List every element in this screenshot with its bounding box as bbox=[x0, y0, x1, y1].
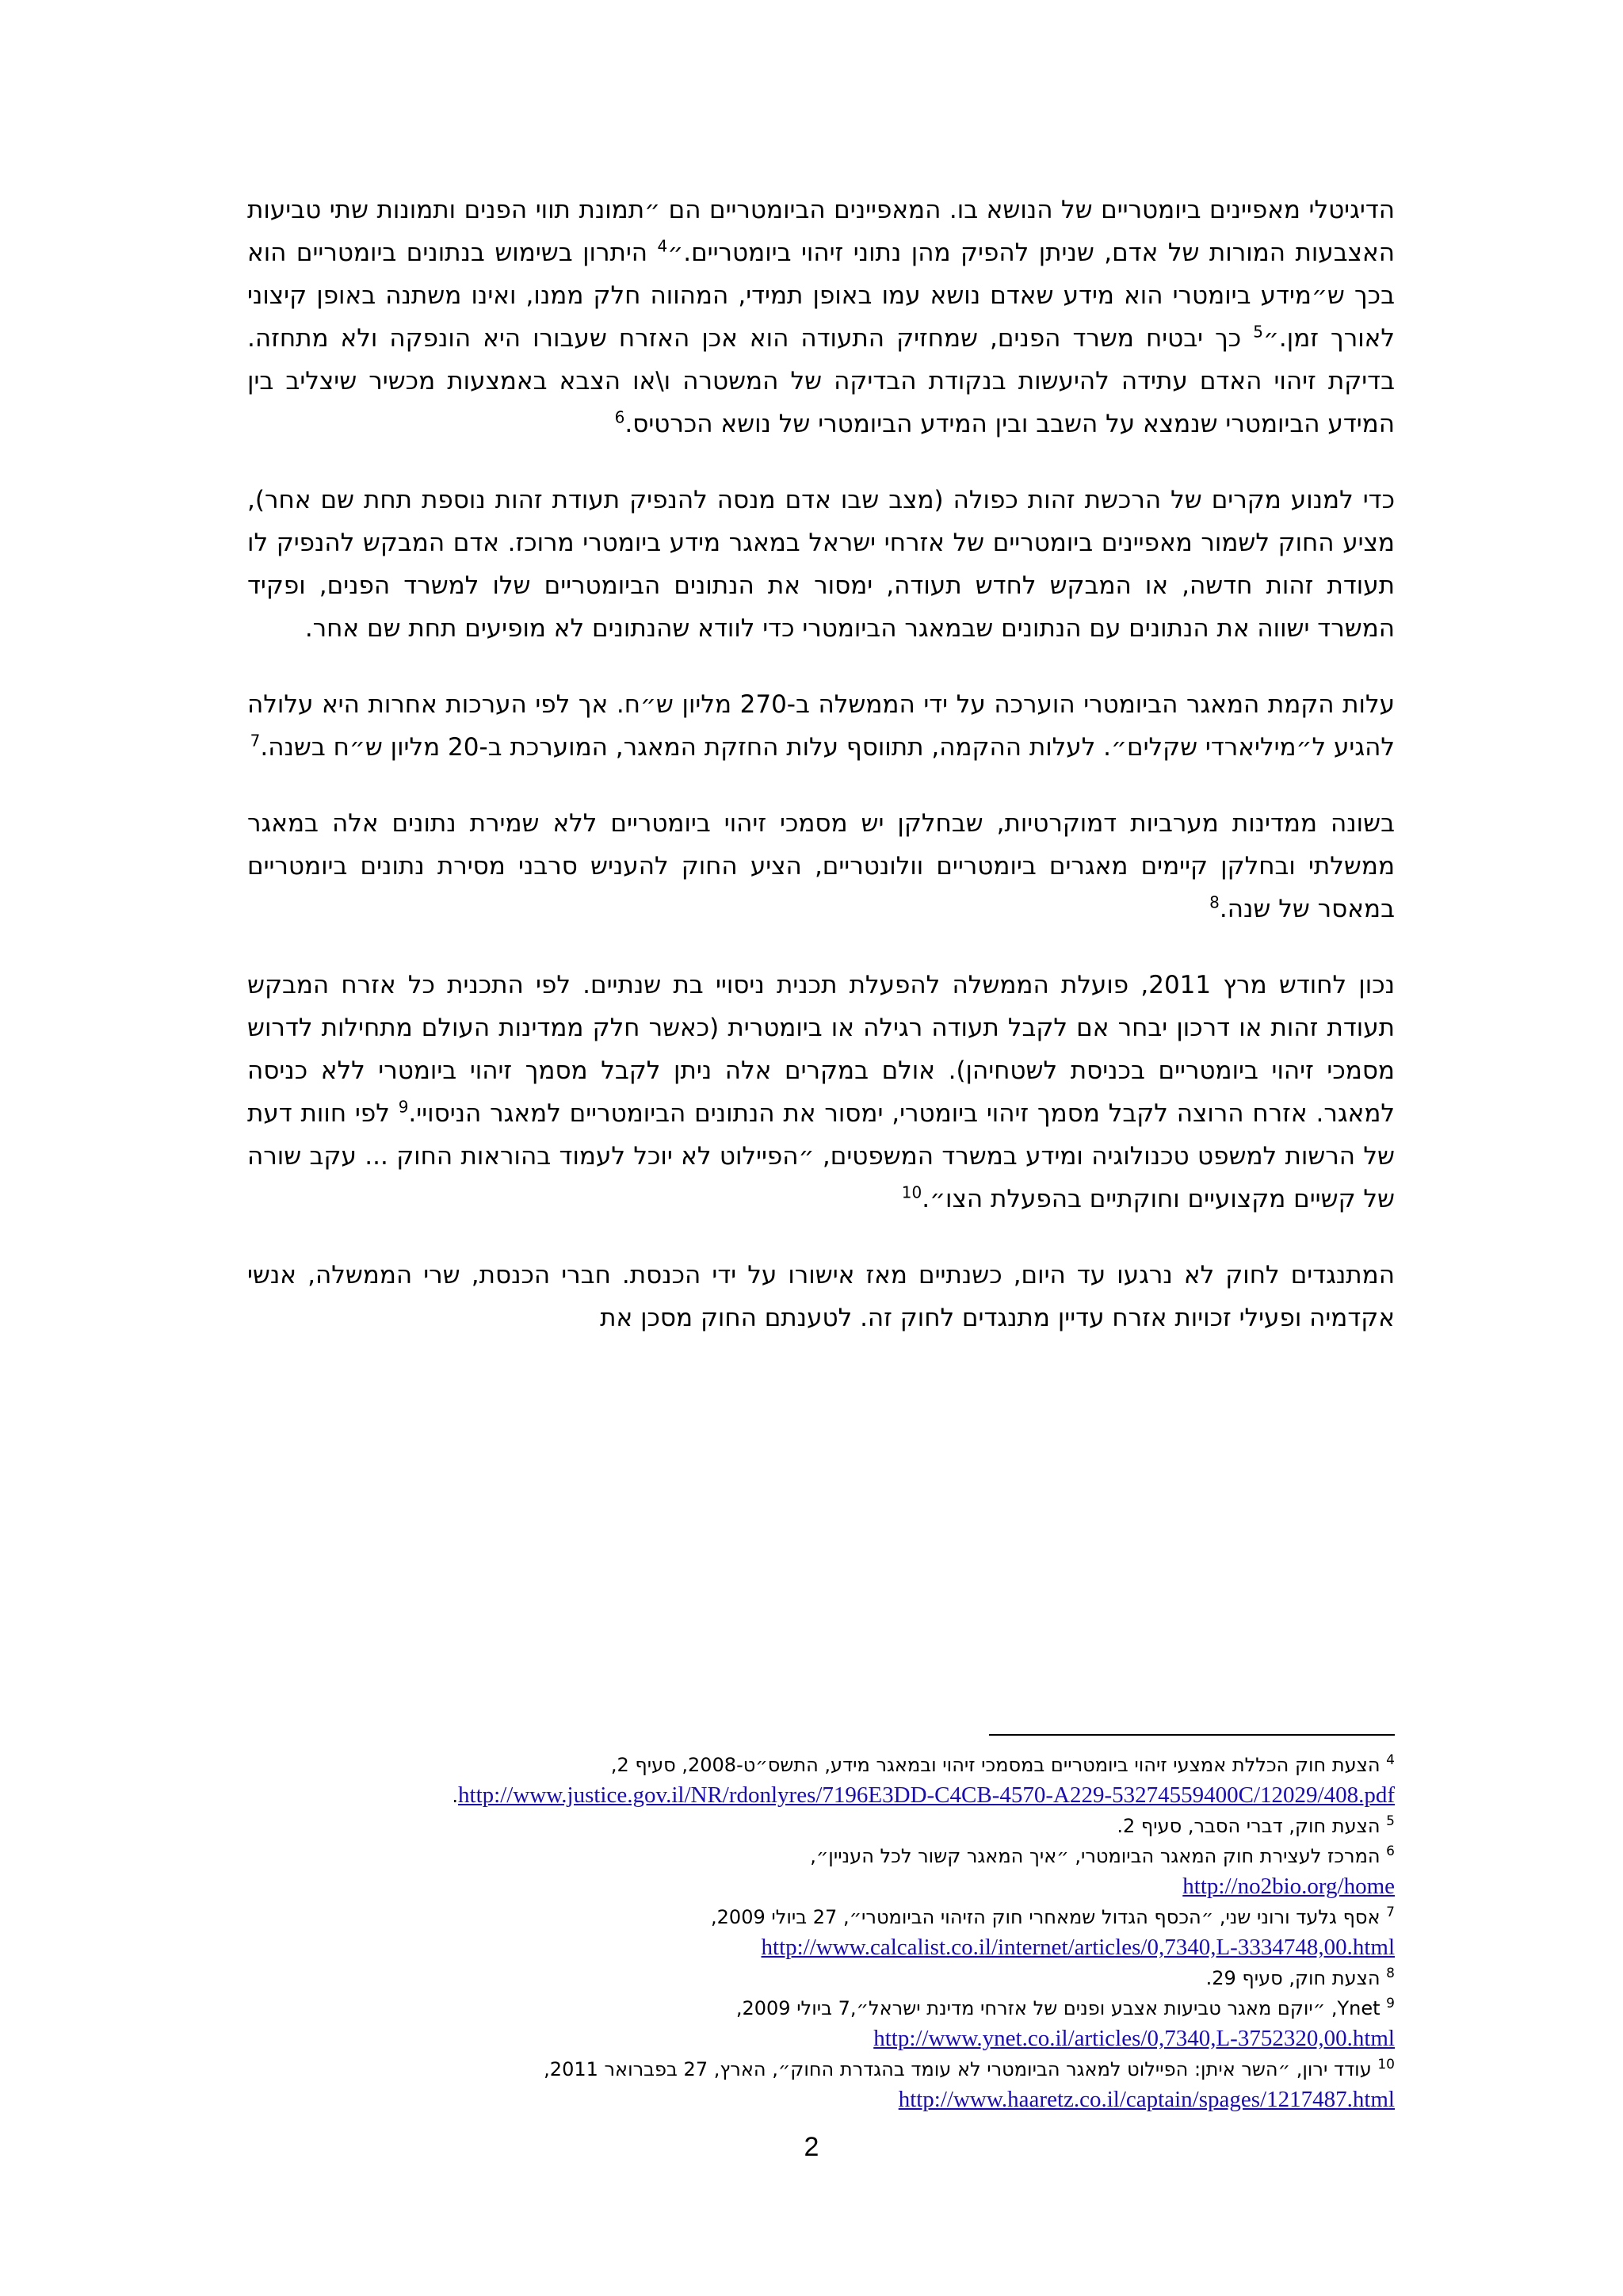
paragraph bbox=[247, 189, 1395, 445]
footnote bbox=[247, 1811, 1395, 1841]
paragraph-text: כך יבטיח משרד הפנים, שמחזיק התעודה הוא אכן האזרח שעבורו היא הונפקה ולא מתחזה. בדיקת זיהוי האדם עתידה להיעשות בנקודת הבדיקה של המשטרה ו\או הצבא באמצעות מכשיר שיצליב בין המידע הביומטרי שנמצא על השבב ובין המידע הביומטרי של נושא הכרטיס. bbox=[247, 324, 1395, 438]
paragraph-text: נכון לחודש מרץ 2011, פועלת הממשלה להפעלת תכנית ניסויי בת שנתיים. לפי התכנית כל אזרח המבקש תעודת זהות או דרכון יבחר אם לקבל תעודה רגילה או ביומטרית (כאשר חלק ממדינות העולם מתחילות לדרוש מסמכי זיהוי ביומטריים בכניסת לשטחיהן). אולם במקרים אלה ניתן לקבל מסמך זיהוי ביומטרי ללא כניסה למאגר. אזרח הרוצה לקבל מסמך זיהוי ביומטרי, ימסור את הנתונים הביומטריים למאגר הניסויי. bbox=[247, 971, 1395, 1128]
footnote-number: 8 bbox=[1386, 1966, 1395, 1981]
paragraph-text: עלות הקמת המאגר הביומטרי הוערכה על ידי הממשלה ב-270 מליון ש״ח. אך לפי הערכות אחרות היא עלולה להגיע ל״מיליארדי שקלים״. לעלות ההקמה, תתווסף עלות החזקת המאגר, המוערכת ב-20 מליון ש״ח בשנה. bbox=[247, 690, 1395, 762]
footnote-punct: . bbox=[452, 1785, 459, 1807]
footnote-number: 5 bbox=[1386, 1813, 1395, 1829]
footnote-link[interactable]: http://www.ynet.co.il/articles/0,7340,L-3752320,00.html bbox=[873, 2026, 1395, 2051]
footnote-link[interactable]: http://no2bio.org/home bbox=[1182, 1874, 1395, 1899]
footnote-separator bbox=[989, 1734, 1395, 1736]
paragraph bbox=[247, 479, 1395, 650]
footnote-ref[interactable]: 7 bbox=[250, 731, 261, 751]
footnote-link[interactable]: http://www.justice.gov.il/NR/rdonlyres/7196E3DD-C4CB-4570-A229-53274559400C/12029/408.pdf bbox=[458, 1782, 1395, 1808]
paragraph bbox=[247, 1254, 1395, 1339]
page-number: 2 bbox=[804, 2132, 819, 2162]
footnote-number: 4 bbox=[1386, 1752, 1395, 1768]
footnote bbox=[247, 1841, 1395, 1871]
footnote bbox=[247, 1902, 1395, 1932]
footnote-ref[interactable]: 5 bbox=[1253, 322, 1263, 342]
footnote-ref[interactable]: 10 bbox=[901, 1182, 922, 1202]
footnote-number: 9 bbox=[1386, 1996, 1395, 2011]
footnote bbox=[247, 1993, 1395, 2023]
paragraph bbox=[247, 802, 1395, 930]
footnote-url-line bbox=[247, 2023, 1395, 2054]
paragraph-text: לפי חוות דעת של הרשות למשפט טכנולוגיה ומידע במשרד המשפטים, ״הפיילוט לא יוכל לעמוד בהוראות החוק ... עקב שורה של קשיים מקצועיים וחוקתיים בהפעלת הצו״. bbox=[247, 1099, 1395, 1213]
footnote-url-line bbox=[247, 1871, 1395, 1902]
footnote bbox=[247, 1963, 1395, 1993]
footnote-ref[interactable]: 9 bbox=[398, 1097, 409, 1117]
body-text bbox=[247, 189, 1395, 1373]
paragraph-text: כדי למנוע מקרים של הרכשת זהות כפולה (מצב שבו אדם מנסה להנפיק תעודת זהות נוספת תחת שם אחר), מציע החוק לשמור מאפיינים ביומטריים של אזרחי ישראל במאגר מידע ביומטרי מרוכז. אדם המבקש להנפיק לו תעודת זהות חדשה, או המבקש לחדש תעודה, ימסור את הנתונים הביומטריים שלו למשרד הפנים, ופקיד המשרד ישווה את הנתונים עם הנתונים שבמאגר הביומטרי כדי לוודא שהנתונים לא מופיעים תחת שם אחר. bbox=[247, 486, 1395, 643]
paragraph-text: המתנגדים לחוק לא נרגעו עד היום, כשנתיים מאז אישורו על ידי הכנסת. חברי הכנסת, שרי הממשלה, אנשי אקדמיה ופעילי זכויות אזרח עדיין מתנגדים לחוק זה. לטענתם החוק מסכן את bbox=[247, 1261, 1395, 1332]
footnote-ref[interactable]: 4 bbox=[657, 236, 668, 256]
paragraph-text: בשונה ממדינות מערביות דמוקרטיות, שבחלקן יש מסמכי זיהוי ביומטריים ללא שמירת נתונים אלה במאגר ממשלתי ובחלקן קיימים מאגרים ביומטריים וולונטריים, הציע החוק להעניש סרבני מסירת נתונים ביומטריים במאסר של שנה. bbox=[247, 809, 1395, 923]
footnote-url-line bbox=[247, 1932, 1395, 1963]
footnote-text: עודד ירון, ״השר איתן: הפיילוט למאגר הביומטרי לא עומד בהגדרת החוק״, הארץ, 27 בפברואר 2011, bbox=[544, 2058, 1378, 2080]
footnote-text: הצעת חוק, דברי הסבר, סעיף 2. bbox=[1117, 1815, 1387, 1837]
paragraph bbox=[247, 964, 1395, 1221]
paragraph bbox=[247, 683, 1395, 769]
paragraph-text: הדיגיטלי מאפיינים ביומטריים של הנושא בו. המאפיינים הביומטריים הם ״תמונת תווי הפנים ותמונות שתי טביעות האצבעות המורות של אדם, שניתן להפיק מהן נתוני זיהוי ביומטריים.״ bbox=[247, 196, 1395, 267]
footnote bbox=[247, 1750, 1395, 1780]
footnote-text: אסף גלעד ורוני שני, ״הכסף הגדול שמאחרי חוק הזיהוי הביומטרי״, 27 ביולי 2009, bbox=[711, 1906, 1387, 1928]
footnote-link[interactable]: http://www.calcalist.co.il/internet/articles/0,7340,L-3334748,00.html bbox=[761, 1935, 1395, 1960]
footnote-url-line bbox=[247, 1780, 1395, 1811]
footnote-number: 6 bbox=[1386, 1843, 1395, 1859]
footnote-text: המרכז לעצירת חוק המאגר הביומטרי, ״איך המאגר קשור לכל העניין״, bbox=[810, 1845, 1387, 1867]
footnote bbox=[247, 2054, 1395, 2084]
footnotes bbox=[247, 1750, 1395, 2115]
footnote-text: הצעת חוק הכללת אמצעי זיהוי ביומטריים במסמכי זיהוי ובמאגר מידע, התשס״ט-2008, סעיף 2, bbox=[610, 1754, 1387, 1776]
footnote-text: Ynet, ״יוקם מאגר טביעות אצבע ופנים של אזרחי מדינת ישראל״,7 ביולי 2009, bbox=[735, 1997, 1387, 2019]
footnote-ref[interactable]: 6 bbox=[614, 407, 625, 427]
footnote-url-line bbox=[247, 2084, 1395, 2115]
footnote-number: 7 bbox=[1386, 1904, 1395, 1920]
paragraph-text: היתרון בשימוש בנתונים ביומטריים הוא בכך ש״מידע ביומטרי הוא מידע שאדם נושא עמו באופן תמידי, המהווה חלק ממנו, ואינו משתנה באופן קיצוני לאורך זמן.״ bbox=[247, 239, 1395, 353]
footnote-ref[interactable]: 8 bbox=[1209, 892, 1220, 912]
footnote-text: הצעת חוק, סעיף 29. bbox=[1205, 1967, 1387, 1989]
footnote-link[interactable]: http://www.haaretz.co.il/captain/spages/1217487.html bbox=[898, 2087, 1395, 2112]
footnote-number: 10 bbox=[1377, 2057, 1395, 2073]
